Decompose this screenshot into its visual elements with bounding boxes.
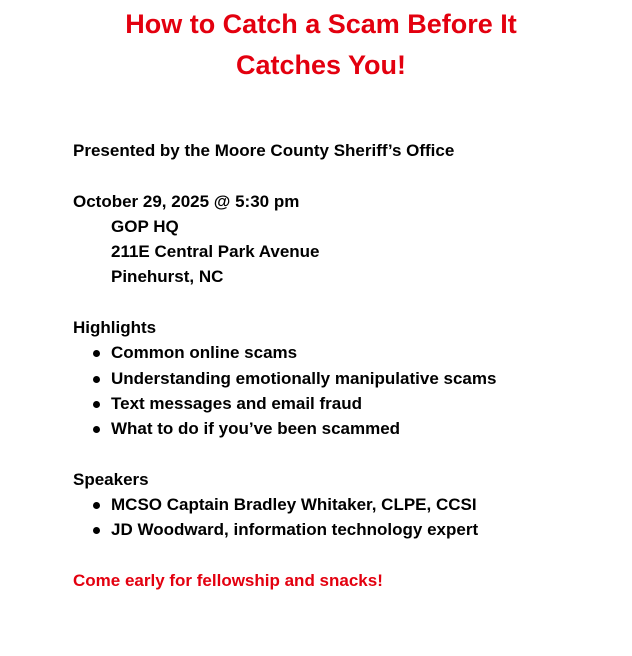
speaker-text: JD Woodward, information technology expert [111,520,479,540]
spacer [73,543,613,568]
list-item [73,517,613,542]
bullet-icon [93,376,100,383]
highlight-text: Understanding emotionally manipulative scams [111,368,497,388]
presenter-text: Presented by the Moore County Sheriff’s Office [73,141,455,160]
event-venue: GOP HQ [111,216,179,236]
bullet-icon [93,401,100,408]
spacer [73,163,613,188]
event-street: 211E Central Park Avenue [111,242,320,262]
highlight-text: Common online scams [111,343,298,363]
flyer-body [73,138,613,593]
page-title [0,4,632,86]
bullet-icon [93,527,100,534]
bullet-icon [93,350,100,357]
list-item [73,492,613,517]
highlight-text: Text messages and email fraud [111,393,363,413]
list-item [73,340,613,365]
list-item [73,391,613,416]
title-line-2: Catches You! [235,50,407,80]
highlights-list [73,340,613,441]
event-city: Pinehurst, NC [111,267,224,287]
speaker-text: MCSO Captain Bradley Whitaker, CLPE, CCSI [111,495,477,515]
bullet-icon [93,502,100,509]
spacer [73,290,613,315]
closing-note: Come early for fellowship and snacks! [73,571,383,591]
event-datetime: October 29, 2025 @ 5:30 pm [73,191,300,211]
highlights-heading: Highlights [73,318,157,338]
speakers-list [73,492,613,543]
bullet-icon [93,426,100,433]
list-item [73,416,613,441]
title-line-1: How to Catch a Scam Before It [125,9,517,39]
list-item [73,366,613,391]
speakers-heading: Speakers [73,469,149,489]
highlight-text: What to do if you’ve been scammed [111,419,401,439]
spacer [73,442,613,467]
